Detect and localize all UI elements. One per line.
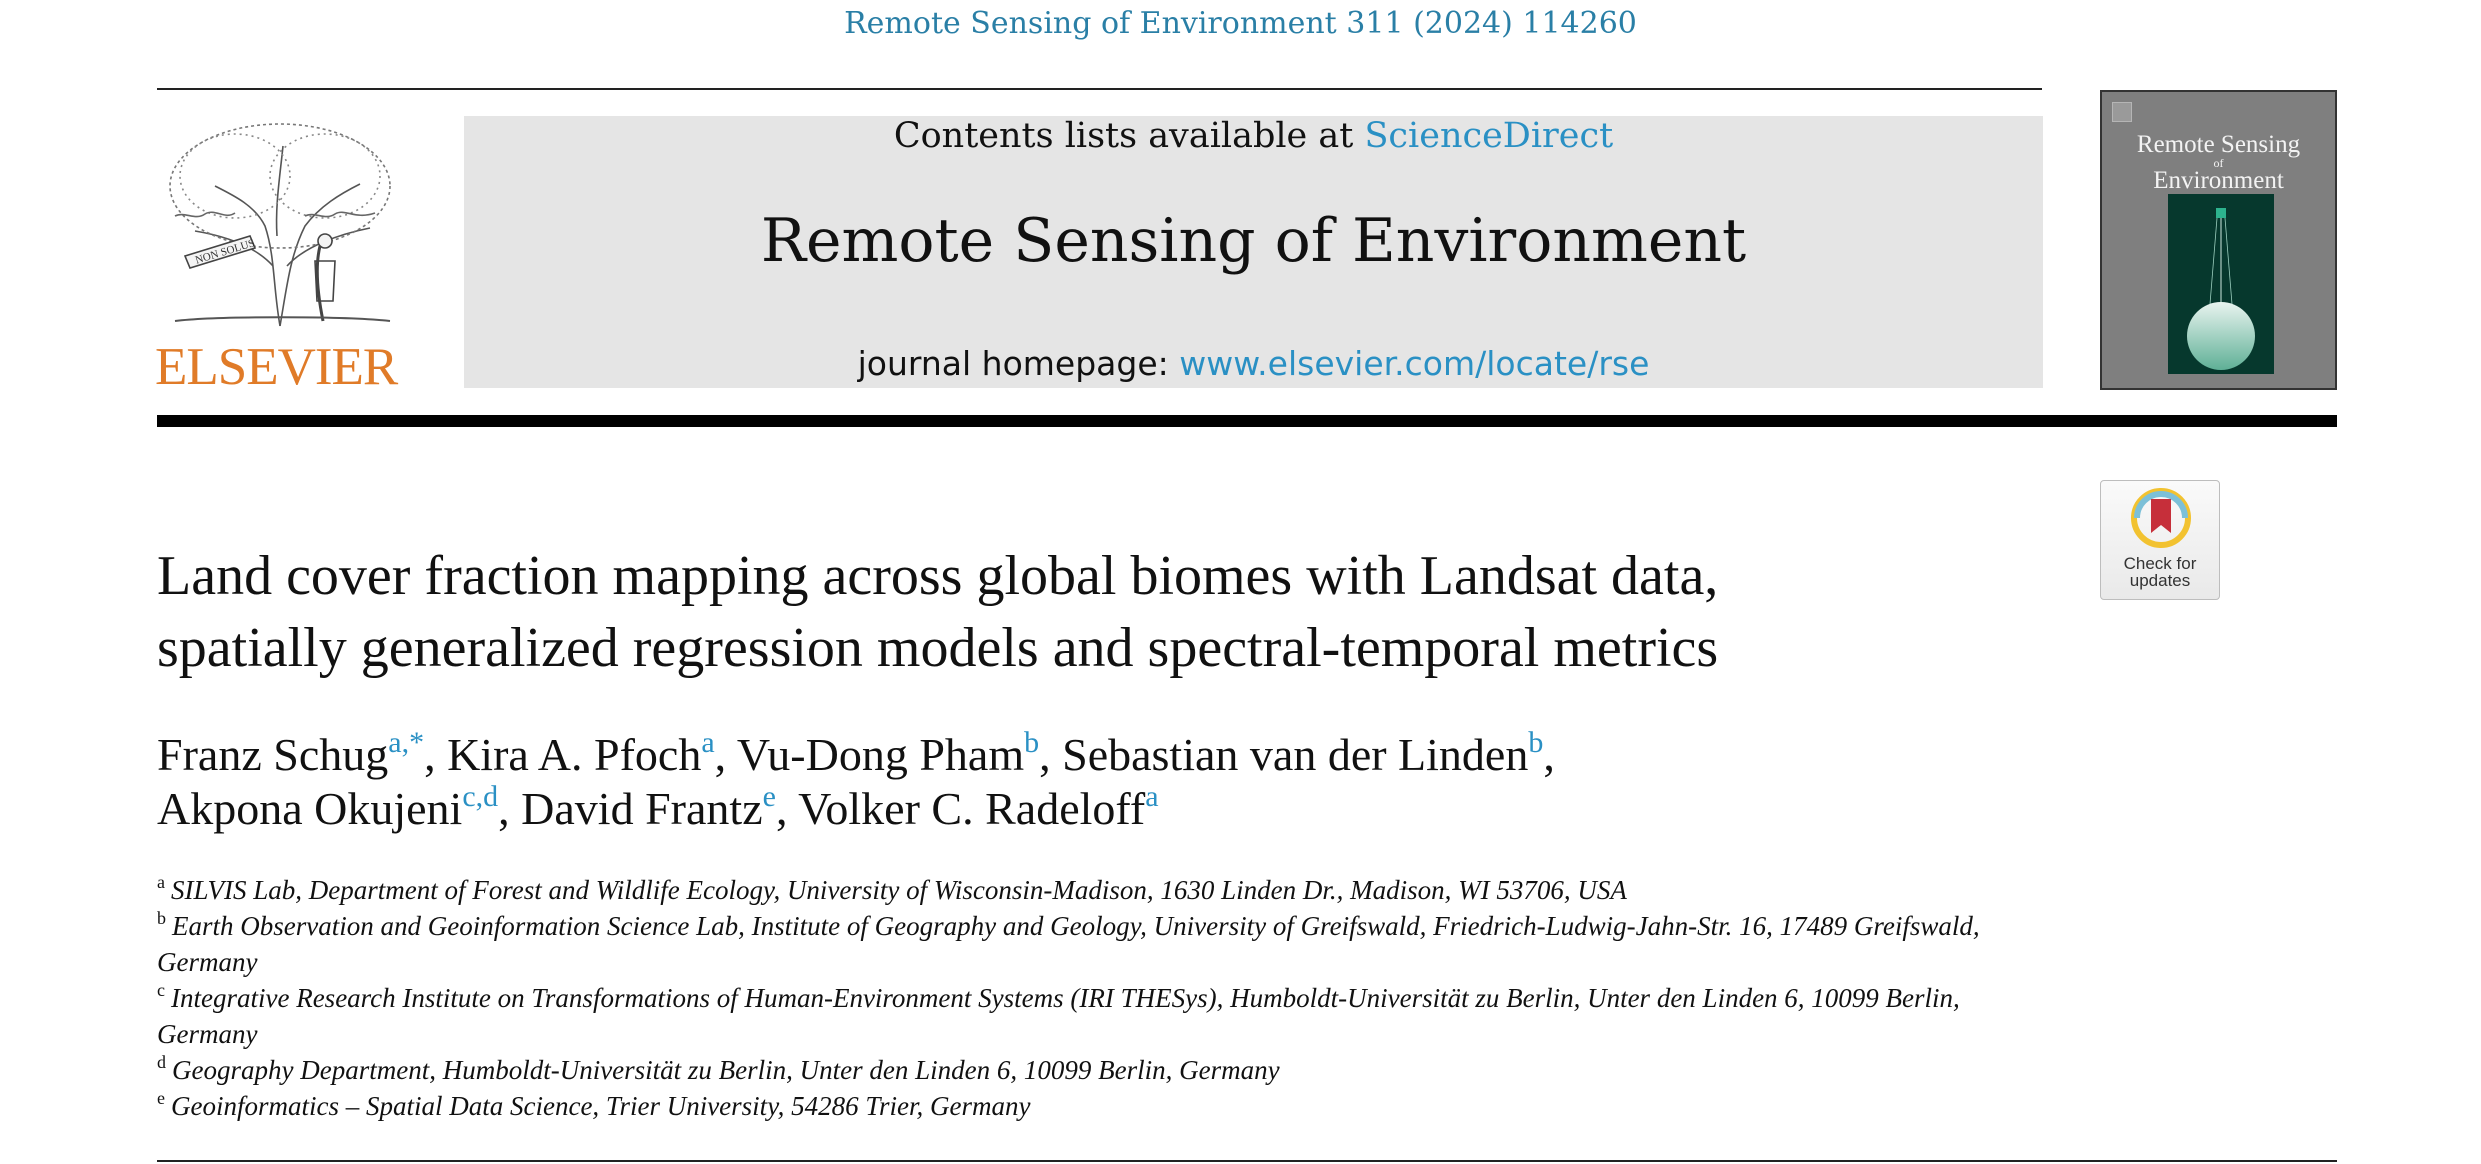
affiliation-text: Geoinformatics – Spatial Data Science, Trier University, 54286 Trier, Germany (171, 1091, 1031, 1121)
cover-publisher-mark-icon (2112, 102, 2132, 122)
author-name[interactable]: Volker C. Radeloff (798, 783, 1146, 834)
affiliation-item (157, 908, 2042, 980)
author-affiliation-ref[interactable]: a (701, 726, 715, 759)
top-rule (157, 88, 2042, 90)
homepage-link[interactable]: www.elsevier.com/locate/rse (1179, 344, 1650, 383)
author-name[interactable]: Franz Schug (157, 729, 389, 780)
cover-title-of: of (2213, 156, 2224, 170)
cover-art (2168, 194, 2274, 374)
author-separator: , (1543, 729, 1555, 780)
author-affiliation-ref[interactable]: e (762, 780, 776, 813)
author-line-1 (157, 728, 2057, 782)
tree-and-man-logo-icon (155, 116, 405, 336)
author-affiliation-ref[interactable]: b (1024, 726, 1040, 759)
journal-cover[interactable] (2100, 90, 2337, 390)
affiliation-key: b (157, 908, 166, 929)
author-name[interactable]: Kira A. Pfoch (447, 729, 702, 780)
author-affiliation-ref[interactable]: a,* (388, 726, 425, 759)
affiliation-text: Earth Observation and Geoinformation Science Lab, Institute of Geography and Geology, University of Greifswald, Friedrich-Ludwig-Jahn-Str. 16, 17489 Greifswald, Germany (157, 911, 1980, 977)
affiliation-key: c (157, 980, 165, 1001)
affiliation-item (157, 980, 2042, 1052)
author-affiliation-ref[interactable]: b (1528, 726, 1544, 759)
section-rule (157, 1160, 2337, 1162)
check-label-line1: Check for (2123, 554, 2197, 573)
cover-title-line1: Remote Sensing (2136, 131, 2301, 158)
author-separator: , (498, 783, 522, 834)
article-title-line1: Land cover fraction mapping across global biomes with Landsat data, (157, 545, 1719, 607)
author-name[interactable]: David Frantz (521, 783, 763, 834)
svg-text:NON SOLUS: NON SOLUS (193, 237, 257, 267)
homepage-prefix: journal homepage: (857, 344, 1180, 383)
journal-title: Remote Sensing of Environment (760, 206, 1747, 276)
affiliation-text: Integrative Research Institute on Transformations of Human-Environment Systems (IRI THESys), Humboldt-Universität zu Berlin, Unter den Linden 6, 10099 Berlin, Germany (157, 983, 1960, 1049)
cover-art-icon (2168, 194, 2274, 374)
masthead (464, 116, 2043, 388)
author-name[interactable]: Akpona Okujeni (157, 783, 463, 834)
affiliation-item (157, 1088, 2042, 1124)
article-title (157, 540, 2057, 684)
contents-prefix: Contents lists available at (893, 116, 1365, 156)
cover-title (2102, 132, 2335, 194)
author-separator: , (424, 729, 448, 780)
affiliation-item (157, 872, 2042, 908)
affiliation-key: e (157, 1088, 165, 1109)
cover-title-line2: Environment (2153, 167, 2284, 194)
author-affiliation-ref[interactable]: a (1145, 780, 1159, 813)
author-line-2 (157, 782, 2057, 836)
affiliation-item (157, 1052, 2042, 1088)
affiliation-text: SILVIS Lab, Department of Forest and Wildlife Ecology, University of Wisconsin-Madison, 1630 Linden Dr., Madison, WI 53706, USA (171, 875, 1627, 905)
sciencedirect-link[interactable]: ScienceDirect (1364, 116, 1614, 156)
header-rule (157, 415, 2337, 427)
affiliation-list (157, 872, 2042, 1124)
affiliation-key: d (157, 1052, 166, 1073)
author-name[interactable]: Sebastian van der Linden (1062, 729, 1529, 780)
article-title-line2: spatially generalized regression models and spectral-temporal metrics (157, 617, 1719, 679)
author-separator: , (1039, 729, 1063, 780)
bookmark-icon (2131, 487, 2191, 549)
author-list (157, 728, 2057, 836)
author-name[interactable]: Vu-Dong Pham (736, 729, 1025, 780)
check-label-line2: updates (2129, 571, 2191, 590)
affiliation-text: Geography Department, Humboldt-Universität zu Berlin, Unter den Linden 6, 10099 Berlin, Germany (172, 1055, 1280, 1085)
affiliation-key: a (157, 872, 165, 893)
author-separator: , (714, 729, 737, 780)
check-for-updates-label (2101, 555, 2219, 589)
publisher-name: ELSEVIER (155, 338, 398, 396)
check-for-updates-button[interactable] (2100, 480, 2220, 600)
homepage-line (464, 344, 2043, 384)
author-affiliation-ref[interactable]: c,d (462, 780, 499, 813)
contents-line (464, 116, 2043, 156)
author-separator: , (775, 783, 799, 834)
running-head[interactable]: Remote Sensing of Environment 311 (2024) 114260 (844, 6, 1637, 41)
